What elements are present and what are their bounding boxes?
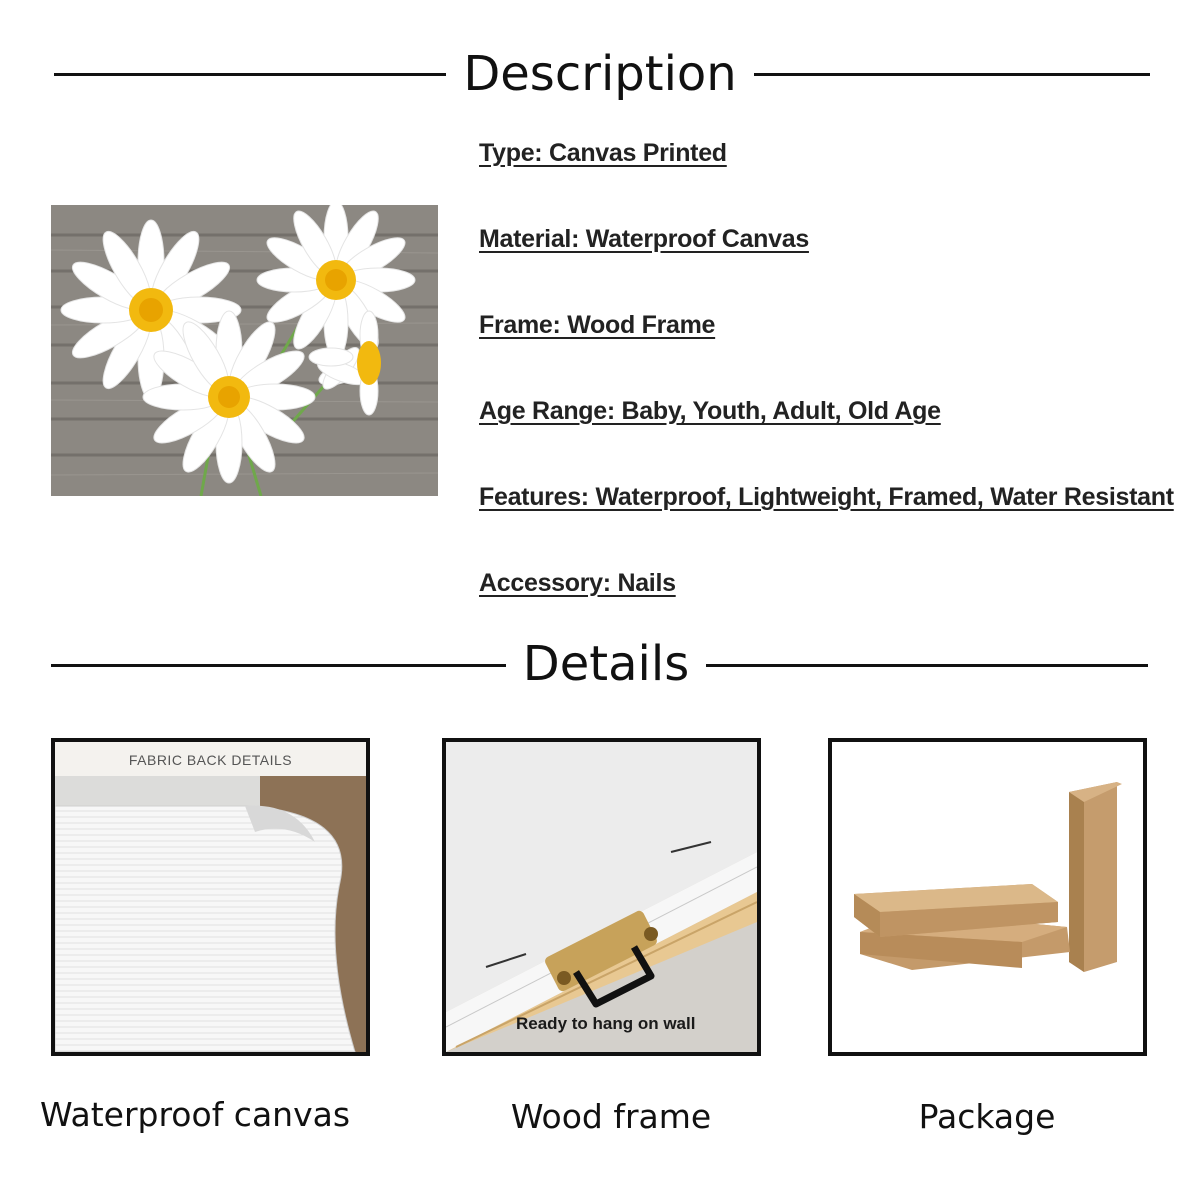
- spec-frame: Frame: Wood Frame: [479, 311, 716, 339]
- caption-package: Package: [918, 1097, 1056, 1136]
- spec-age-range: Age Range: Baby, Youth, Adult, Old Age: [479, 397, 941, 425]
- details-heading: Details: [522, 636, 690, 692]
- kraft-boxes-illustration: [832, 742, 1143, 1052]
- details-rule-right: [706, 664, 1148, 667]
- caption-wood-frame: Wood frame: [510, 1097, 712, 1136]
- spec-features: Features: Waterproof, Lightweight, Framed, Water Resistant: [479, 483, 1174, 511]
- details-rule-left: [51, 664, 506, 667]
- fabric-back-details-label: FABRIC BACK DETAILS: [128, 752, 293, 768]
- detail-tile-wood-frame: [442, 738, 761, 1056]
- spec-accessory: Accessory: Nails: [479, 569, 676, 597]
- description-rule-left: [54, 73, 446, 76]
- daisy-canvas-illustration: [51, 205, 438, 496]
- product-image-daisies: [51, 205, 438, 496]
- detail-tile-package: [828, 738, 1147, 1056]
- spec-type: Type: Canvas Printed: [479, 139, 727, 167]
- caption-waterproof-canvas: Waterproof canvas: [39, 1095, 351, 1134]
- rolled-canvas-illustration: [55, 742, 366, 1052]
- wood-frame-illustration: [446, 742, 757, 1052]
- spec-material: Material: Waterproof Canvas: [479, 225, 809, 253]
- ready-to-hang-label: Ready to hang on wall: [516, 1014, 696, 1033]
- description-heading: Description: [463, 46, 737, 102]
- description-rule-right: [754, 73, 1150, 76]
- detail-tile-canvas: [51, 738, 370, 1056]
